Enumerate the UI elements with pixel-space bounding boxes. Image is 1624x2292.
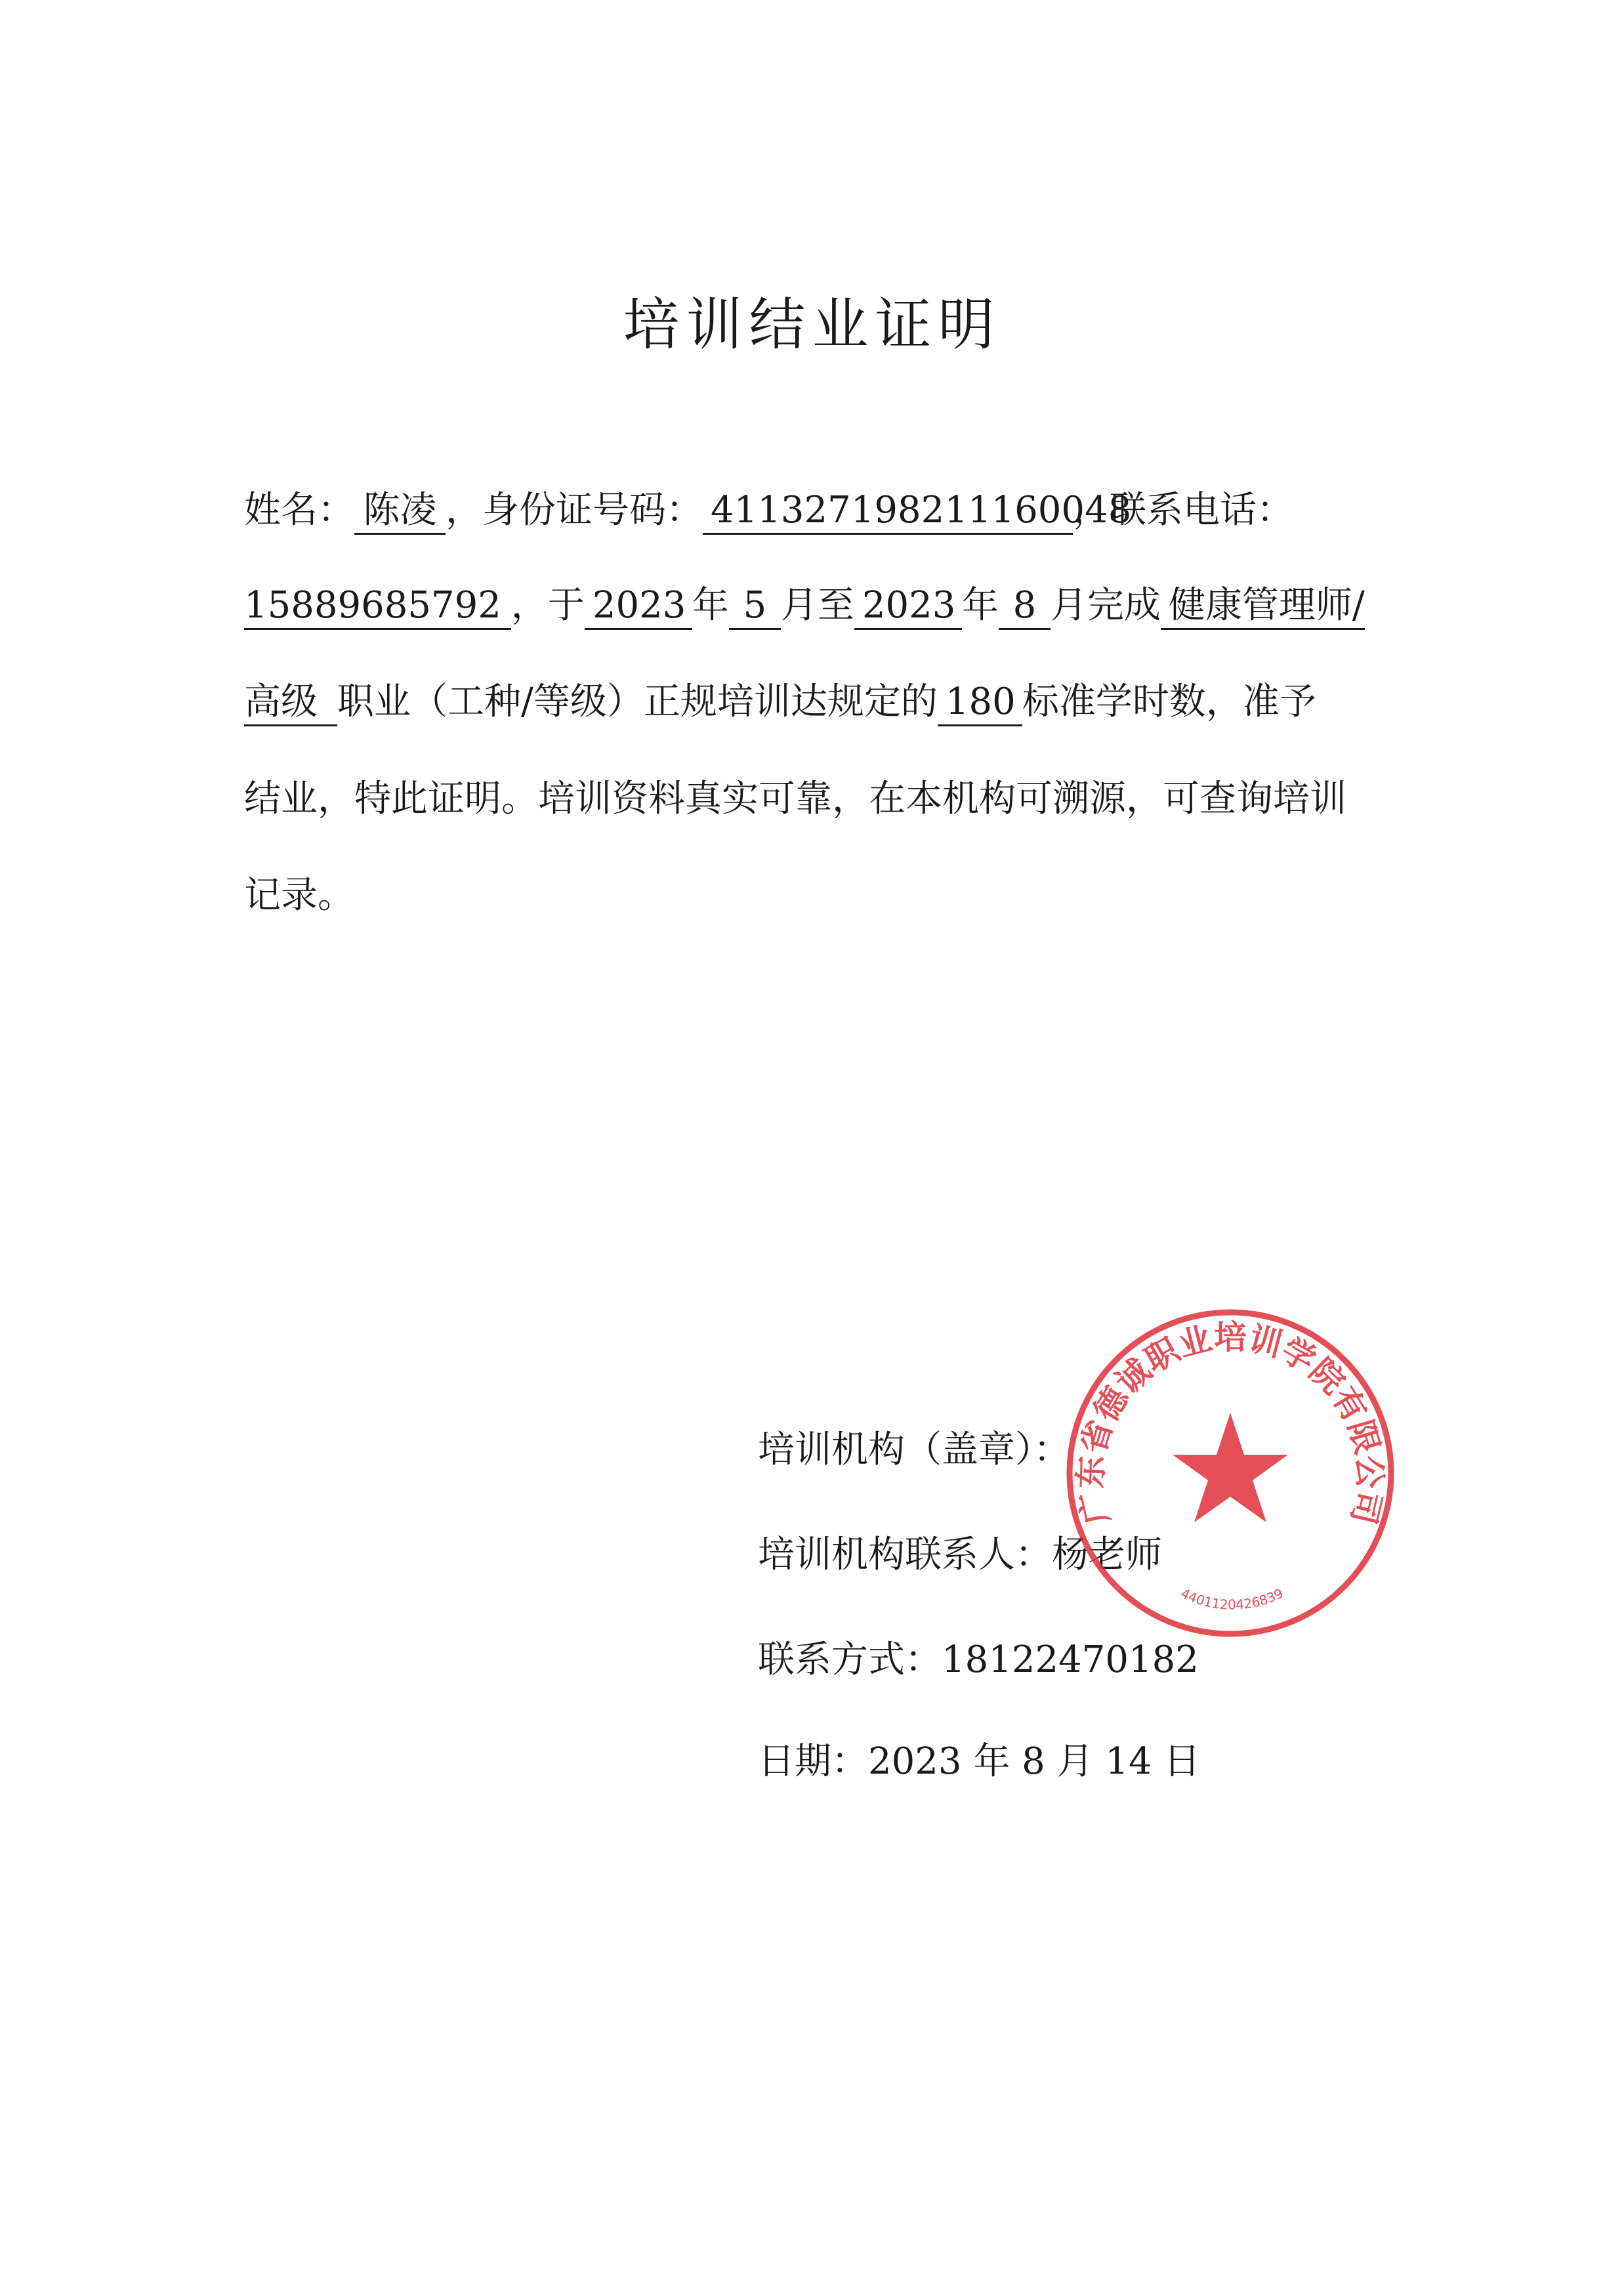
from-label: ，于 (510, 584, 585, 627)
body-line-4: 结业，特此证明。培训资料真实可靠，在本机构可溯源，可查询培训 (244, 778, 1346, 820)
id-label: ，身份证号码： (446, 489, 703, 531)
contact-person-label: 培训机构联系人： (758, 1533, 1052, 1576)
occupation-value-part2: 高级 (244, 684, 337, 726)
phone-label: ，联系电话： (1073, 489, 1293, 531)
hours-value: 180 (938, 684, 1022, 726)
contact-person-value: 杨老师 (1052, 1533, 1162, 1576)
date-label: 日期： (758, 1740, 868, 1783)
contact-method-label: 联系方式： (758, 1638, 942, 1681)
name-label: 姓名： (244, 489, 354, 531)
date-value: 2023 年 8 月 14 日 (868, 1740, 1201, 1783)
body-line-1 (244, 489, 1293, 535)
seal-name-text: 广东省德诚职业培训学院有限公司 (1071, 1318, 1390, 1528)
month-complete-label: 月完成 (1050, 584, 1161, 627)
end-month-value: 8 (999, 587, 1051, 630)
end-year-value: 2023 (854, 587, 962, 630)
start-month-value: 5 (729, 587, 781, 630)
month-to-label: 月至 (780, 584, 854, 627)
body-line-2 (244, 584, 1365, 630)
name-value: 陈凌 (354, 492, 446, 535)
institution-label: 培训机构（盖章）： (758, 1428, 1070, 1471)
official-seal-stamp (1060, 1302, 1401, 1644)
id-number-value: 411327198211160048 (703, 492, 1073, 535)
contact-phone-value: 18122470182 (942, 1638, 1199, 1681)
date-row (758, 1732, 1200, 1785)
occupation-suffix: 职业（工种/等级）正规培训达规定的 (337, 680, 938, 723)
year-char-1: 年 (692, 584, 729, 627)
body-line-5: 记录。 (244, 874, 354, 917)
start-year-value: 2023 (585, 587, 692, 630)
seal-code-text: 4401120426839 (1178, 1585, 1286, 1613)
document-title: 培训结业证明 (623, 292, 1001, 358)
seal-star-icon (1173, 1413, 1288, 1522)
occupation-value-part1: 健康管理师/ (1161, 587, 1365, 630)
hours-suffix: 标准学时数，准予 (1022, 680, 1316, 723)
phone-value: 15889685792 (244, 587, 511, 630)
year-char-2: 年 (961, 584, 999, 627)
body-line-3 (244, 680, 1316, 726)
